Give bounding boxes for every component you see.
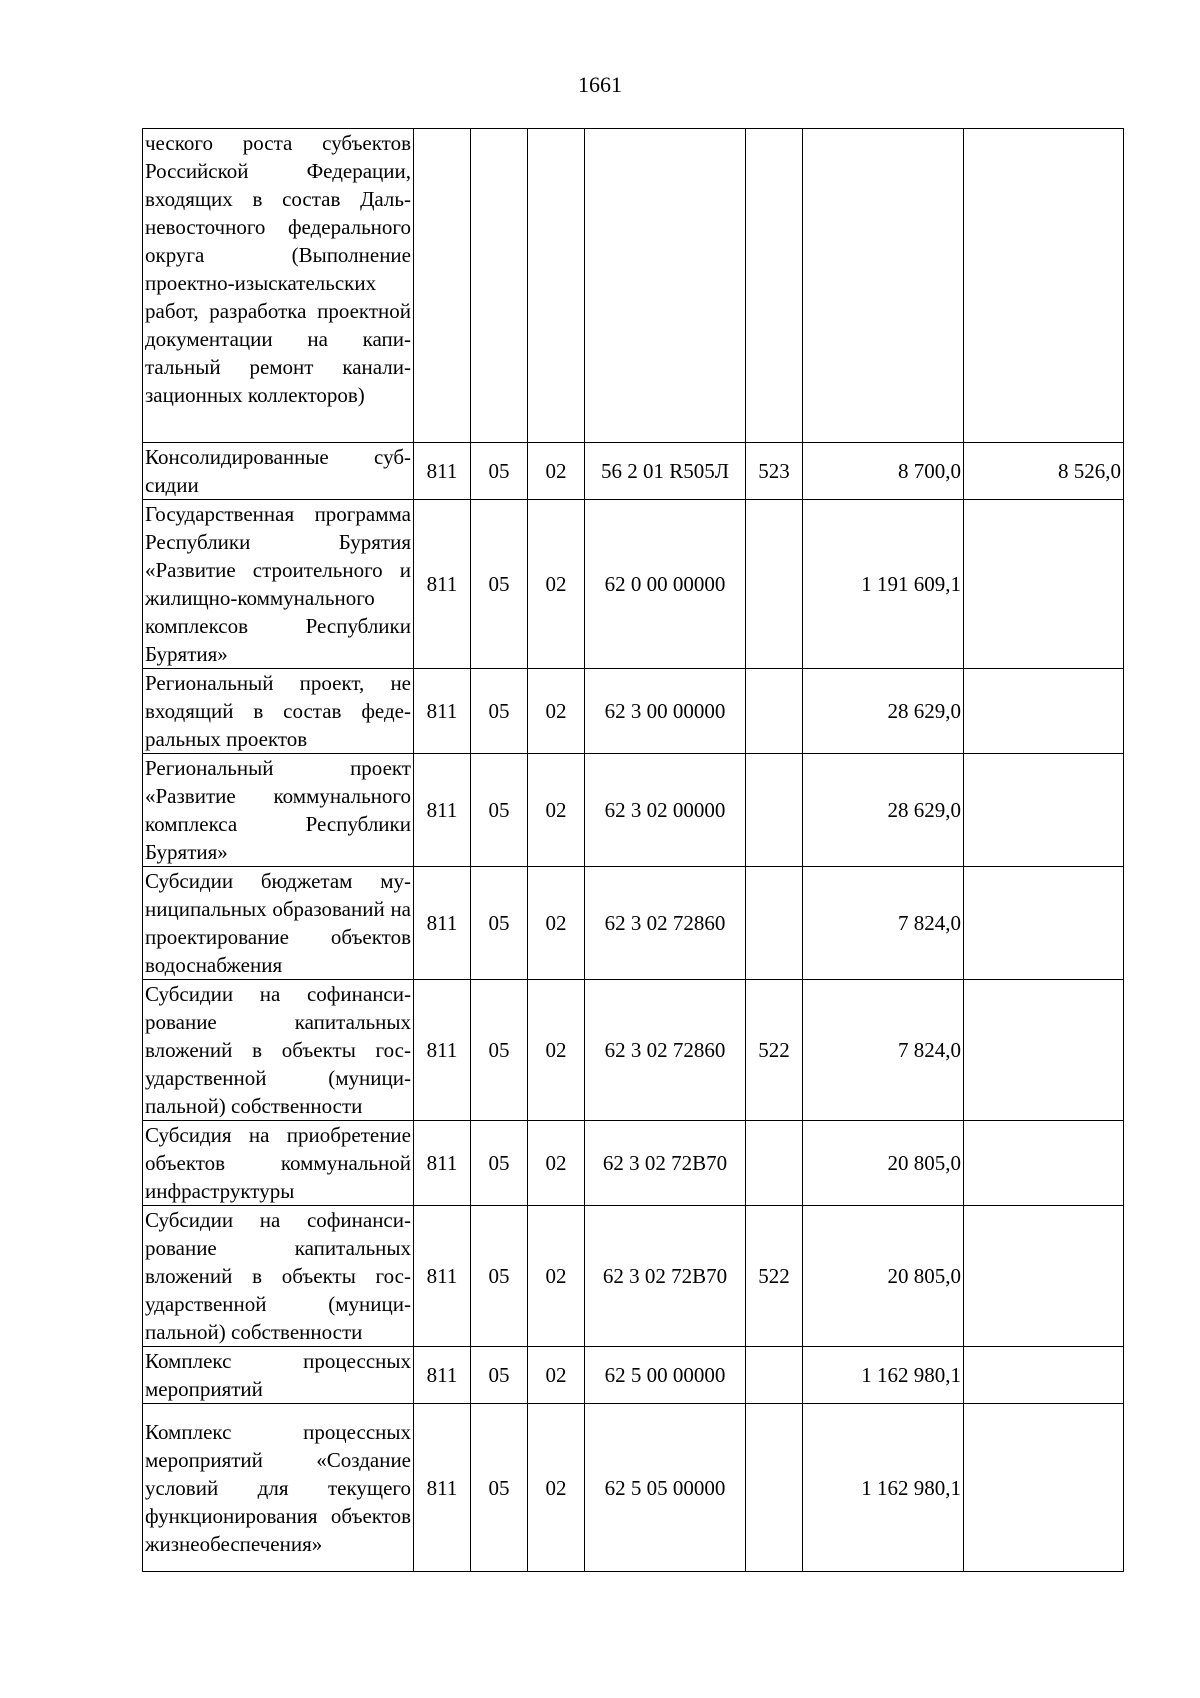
target-article-cell [585,129,746,443]
expense-type-cell [746,754,803,867]
gp-code-cell [414,129,471,443]
amount-cell [803,129,964,443]
target-article-cell: 62 3 02 72860 [585,980,746,1121]
amount-cell: 1 162 980,1 [803,1404,964,1572]
amount-cell: 8 700,0 [803,443,964,500]
amount-federal-cell [964,500,1124,669]
section-code-cell: 05 [471,1404,528,1572]
table-row [143,754,1124,867]
row-name-cell: ческого роста субъектов Российской Федерации, входящих в состав Дальневосточного федерального округа (Выполнение проектно-изыскательских работ, разработка проектной документации на капитальный ремонт канализационных коллекторов) [143,129,414,443]
row-name-cell: Комплекс процессных мероприятий [143,1347,414,1404]
target-article-cell: 62 5 00 00000 [585,1347,746,1404]
section-code-cell: 05 [471,1206,528,1347]
table-row [143,1347,1124,1404]
amount-cell: 28 629,0 [803,754,964,867]
amount-federal-cell [964,1121,1124,1206]
row-name-cell: Региональный проект «Развитие коммунального комплекса Республики Бурятия» [143,754,414,867]
section-code-cell: 05 [471,500,528,669]
subsection-code-cell: 02 [528,1121,585,1206]
section-code-cell: 05 [471,980,528,1121]
gp-code-cell: 811 [414,1347,471,1404]
table-row [143,129,1124,443]
gp-code-cell: 811 [414,1206,471,1347]
gp-code-cell: 811 [414,500,471,669]
target-article-cell: 62 3 00 00000 [585,669,746,754]
subsection-code-cell: 02 [528,867,585,980]
budget-table [142,128,1124,1572]
section-code-cell: 05 [471,443,528,500]
expense-type-cell [746,669,803,754]
subsection-code-cell [528,129,585,443]
expense-type-cell [746,1347,803,1404]
table-row [143,1121,1124,1206]
gp-code-cell: 811 [414,1121,471,1206]
expense-type-cell [746,867,803,980]
expense-type-cell: 523 [746,443,803,500]
row-name-cell: Субсидии бюджетам муниципальных образований на проектирование объектов водоснабжения [143,867,414,980]
row-name-cell: Комплекс процессных мероприятий «Создание условий для текущего функционирования объектов жизнеобеспечения» [143,1404,414,1572]
amount-cell: 28 629,0 [803,669,964,754]
gp-code-cell: 811 [414,754,471,867]
amount-federal-cell [964,980,1124,1121]
target-article-cell: 62 3 02 72В70 [585,1206,746,1347]
amount-cell: 7 824,0 [803,867,964,980]
expense-type-cell [746,1404,803,1572]
expense-type-cell: 522 [746,980,803,1121]
section-code-cell: 05 [471,669,528,754]
table-body [143,129,1124,1572]
expense-type-cell [746,500,803,669]
row-name-cell: Государственная программа Республики Бурятия «Развитие строительного и жилищно-коммунального комплексов Республики Бурятия» [143,500,414,669]
amount-cell: 1 191 609,1 [803,500,964,669]
table-row [143,1404,1124,1572]
target-article-cell: 62 5 05 00000 [585,1404,746,1572]
expense-type-cell [746,1121,803,1206]
subsection-code-cell: 02 [528,1404,585,1572]
section-code-cell: 05 [471,1347,528,1404]
row-name-cell: Субсидии на софинансирование капитальных вложений в объекты государственной (муниципальной) собственности [143,1206,414,1347]
page-number: 1661 [578,72,622,97]
gp-code-cell: 811 [414,867,471,980]
amount-cell: 20 805,0 [803,1121,964,1206]
expense-type-cell: 522 [746,1206,803,1347]
target-article-cell: 62 0 00 00000 [585,500,746,669]
amount-cell: 1 162 980,1 [803,1347,964,1404]
amount-federal-cell [964,754,1124,867]
table-row [143,1206,1124,1347]
subsection-code-cell: 02 [528,754,585,867]
amount-cell: 7 824,0 [803,980,964,1121]
subsection-code-cell: 02 [528,1347,585,1404]
table-row [143,500,1124,669]
amount-federal-cell [964,129,1124,443]
row-name-cell: Субсидии на софинансирование капитальных вложений в объекты государственной (муниципальной) собственности [143,980,414,1121]
target-article-cell: 62 3 02 72860 [585,867,746,980]
subsection-code-cell: 02 [528,500,585,669]
gp-code-cell: 811 [414,980,471,1121]
table-row [143,867,1124,980]
subsection-code-cell: 02 [528,669,585,754]
amount-cell: 20 805,0 [803,1206,964,1347]
amount-federal-cell: 8 526,0 [964,443,1124,500]
amount-federal-cell [964,1206,1124,1347]
amount-federal-cell [964,1347,1124,1404]
row-name-cell: Консолидированные субсидии [143,443,414,500]
subsection-code-cell: 02 [528,443,585,500]
row-name-cell: Субсидия на приобретение объектов коммунальной инфраструктуры [143,1121,414,1206]
target-article-cell: 62 3 02 00000 [585,754,746,867]
subsection-code-cell: 02 [528,1206,585,1347]
expense-type-cell [746,129,803,443]
section-code-cell: 05 [471,1121,528,1206]
table-row [143,443,1124,500]
subsection-code-cell: 02 [528,980,585,1121]
section-code-cell [471,129,528,443]
amount-federal-cell [964,669,1124,754]
amount-federal-cell [964,867,1124,980]
gp-code-cell: 811 [414,443,471,500]
target-article-cell: 62 3 02 72В70 [585,1121,746,1206]
row-name-cell: Региональный проект, не входящий в состав федеральных проектов [143,669,414,754]
table-row [143,980,1124,1121]
amount-federal-cell [964,1404,1124,1572]
gp-code-cell: 811 [414,1404,471,1572]
section-code-cell: 05 [471,867,528,980]
section-code-cell: 05 [471,754,528,867]
target-article-cell: 56 2 01 R505Л [585,443,746,500]
table-row [143,669,1124,754]
gp-code-cell: 811 [414,669,471,754]
